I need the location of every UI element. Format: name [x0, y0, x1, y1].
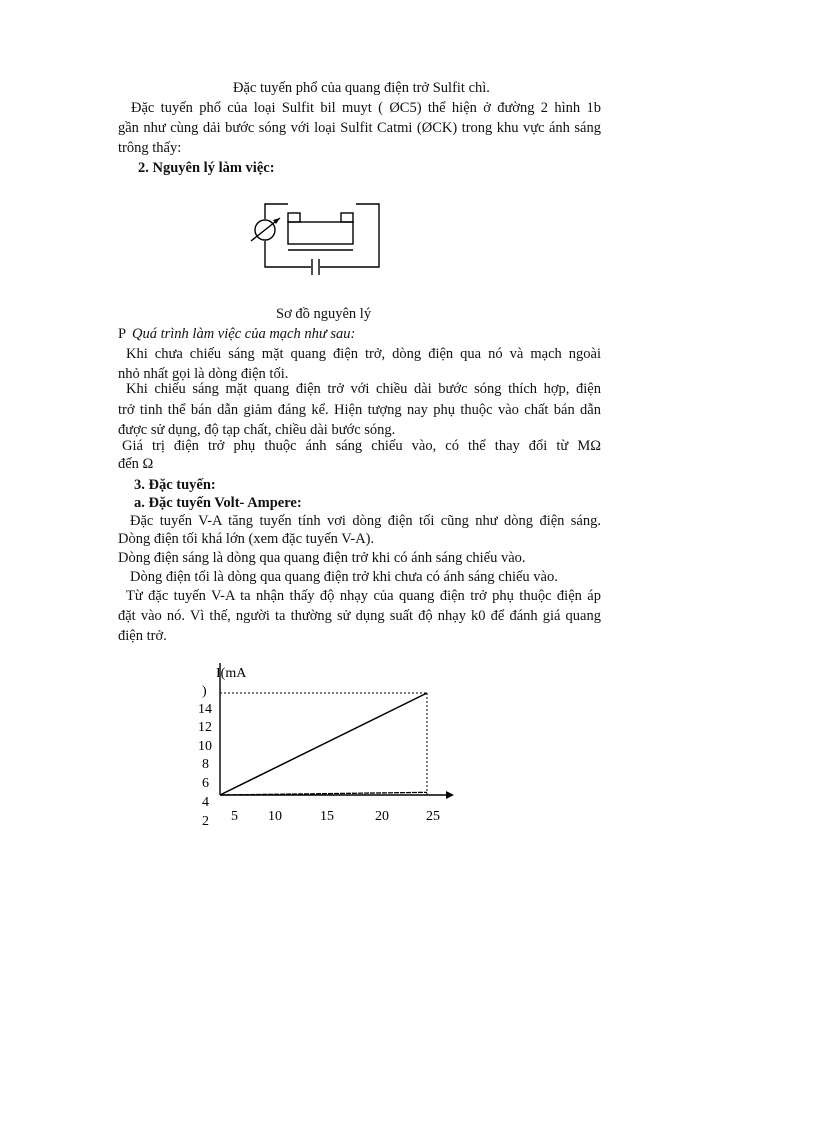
va-chart	[190, 655, 460, 830]
para1-line1: Đặc tuyến phổ của loại Sulfit bil muyt ( ØC5) thể hiện ở đường 2 hình 1b	[131, 100, 601, 116]
para3-line1: Khi chiếu sáng mặt quang điện trở với chiều dài bước sóng thích hợp, điện	[126, 381, 601, 397]
para8-line3: điện trở.	[118, 628, 167, 644]
heading-principle: 2. Nguyên lý làm việc:	[138, 160, 275, 176]
para1-line2: gần như cùng dải bước sóng với loại Sulfit Catmi (ØCK) trong khu vực ánh sáng	[118, 120, 601, 136]
process-title: Quá trình làm việc của mạch như sau:	[132, 326, 356, 342]
spectrum-caption: Đặc tuyến phổ của quang điện trở Sulfit chì.	[233, 80, 490, 96]
circuit-caption: Sơ đồ nguyên lý	[276, 306, 372, 322]
heading-characteristics: 3. Đặc tuyến:	[134, 477, 216, 493]
para3-line2: trở tinh thể bán dẫn giảm đáng kể. Hiện tượng nay phụ thuộc vào chất bán dẫn	[118, 402, 601, 418]
y-tick-label: 14	[198, 702, 212, 717]
process-marker: P	[118, 326, 127, 342]
para4-line1: Giá trị điện trở phụ thuộc ánh sáng chiếu vào, có thể thay đổi từ MΩ	[122, 438, 601, 454]
para6: Dòng điện sáng là dòng qua quang điện trở khi có ánh sáng chiếu vào.	[118, 550, 526, 566]
para8-line1: Từ đặc tuyến V-A ta nhận thấy độ nhạy của quang điện trở phụ thuộc điện áp	[126, 588, 601, 604]
circuit-diagram	[245, 193, 385, 275]
heading-volt-ampere: a. Đặc tuyến Volt- Ampere:	[134, 495, 302, 511]
circuit-wire-top-left	[265, 204, 288, 219]
para4-line2: đến Ω	[118, 456, 154, 472]
y-tick-label: 6	[202, 776, 209, 791]
para1-line3: trông thấy:	[118, 140, 182, 156]
x-tick-label: 15	[320, 809, 334, 824]
y-tick-label: 4	[202, 795, 209, 810]
para2-line1: Khi chưa chiếu sáng mặt quang điện trở, dòng điện qua nó và mạch ngoài	[126, 346, 601, 362]
circuit-wire-bottom-left	[265, 241, 311, 267]
chart-ylabel-line2: )	[202, 684, 207, 699]
photoresistor-electrode-left	[288, 213, 300, 222]
y-tick-label: 8	[202, 757, 209, 772]
photoresistor-electrode-right	[341, 213, 353, 222]
y-tick-label: 12	[198, 720, 212, 735]
x-tick-label: 20	[375, 809, 389, 824]
para7: Dòng điện tối là dòng qua quang điện trở khi chưa có ánh sáng chiếu vào.	[130, 569, 558, 585]
x-axis-arrowhead	[446, 791, 454, 799]
para3-line3: được sử dụng, độ tạp chất, chiều dài bước sóng.	[118, 422, 396, 438]
y-tick-label: 10	[198, 739, 212, 754]
x-tick-label: 10	[268, 809, 282, 824]
x-tick-label: 5	[231, 809, 238, 824]
para2-line2: nhỏ nhất gọi là dòng điện tối.	[118, 366, 289, 382]
photoresistor-body	[288, 222, 353, 244]
series-light-current	[220, 693, 427, 795]
x-tick-label: 25	[426, 809, 440, 824]
chart-ylabel-line1: I(mA	[216, 666, 247, 681]
para5-line2: Dòng điện tối khá lớn (xem đặc tuyến V-A).	[118, 531, 375, 547]
y-tick-label: 2	[202, 814, 209, 829]
para5-line1: Đặc tuyến V-A tăng tuyến tính vơi dòng điện tối cũng như dòng điện sáng.	[130, 513, 601, 529]
para8-line2: đặt vào nó. Vì thế, người ta thường sử dụng suất độ nhạy k0 để đánh giá quang	[118, 608, 601, 624]
